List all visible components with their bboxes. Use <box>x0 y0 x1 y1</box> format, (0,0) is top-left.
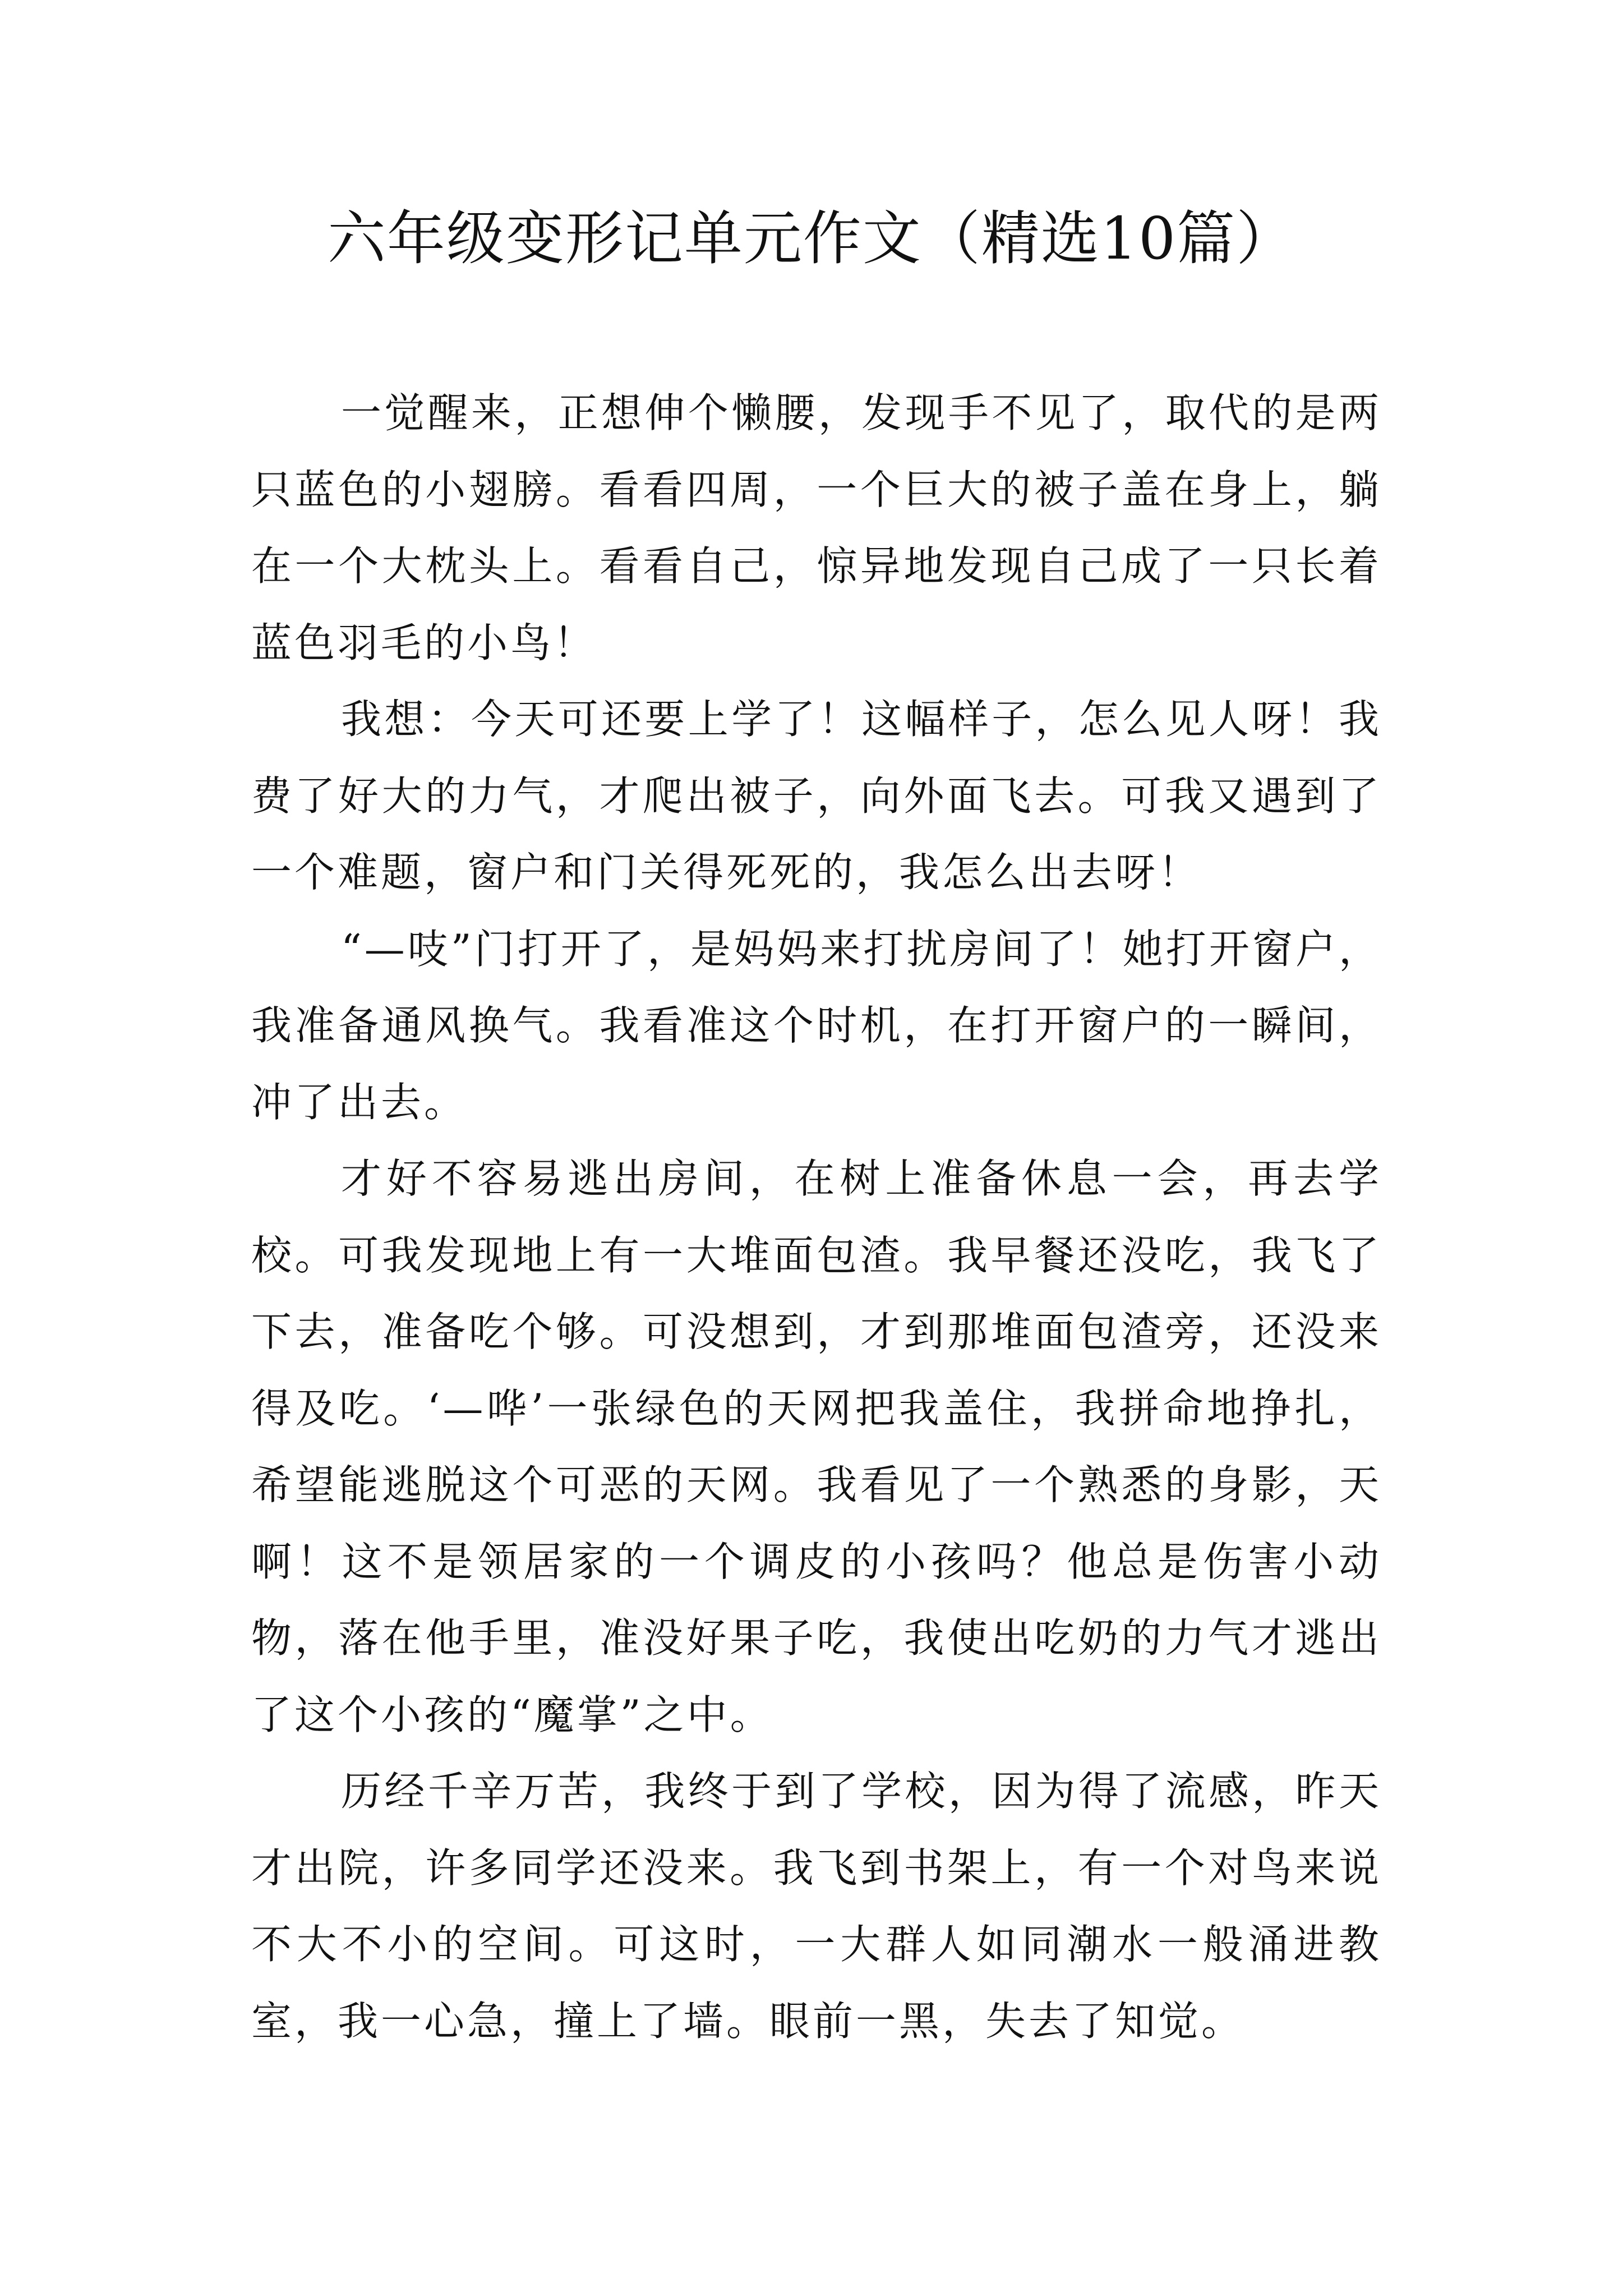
paragraph-5: 历经千辛万苦，我终于到了学校，因为得了流感，昨天才出院，许多同学还没来。我飞到书架上，有一个对鸟来说不大不小的空间。可这时，一大群人如同潮水一般涌进教室，我一心急，撞上了墙。眼前一黑，失去了知觉。 <box>251 1768 1382 2045</box>
paragraph-2: 我想：今天可还要上学了！这幅样子，怎么见人呀！我费了好大的力气，才爬出被子，向外面飞去。可我又遇到了一个难题，窗户和门关得死死的，我怎么出去呀！ <box>251 696 1382 896</box>
paragraph-1: 一觉醒来，正想伸个懒腰，发现手不见了，取代的是两只蓝色的小翅膀。看看四周，一个巨大的被子盖在身上，躺在一个大枕头上。看看自己，惊异地发现自己成了一只长着蓝色羽毛的小鸟！ <box>251 389 1382 666</box>
document-title: 六年级变形记单元作文（精选10篇） <box>327 204 1296 273</box>
document-body <box>251 375 1382 2059</box>
paragraph-4: 才好不容易逃出房间，在树上准备休息一会，再去学校。可我发现地上有一大堆面包渣。我早餐还没吃，我飞了下去，准备吃个够。可没想到，才到那堆面包渣旁，还没来得及吃。‘—哗’一张绿色的天网把我盖住，我拼命地挣扎，希望能逃脱这个可恶的天网。我看见了一个熟悉的身影，天啊！这不是领居家的一个调皮的小孩吗？他总是伤害小动物，落在他手里，准没好果子吃，我使出吃奶的力气才逃出了这个小孩的“魔掌”之中。 <box>251 1155 1382 1738</box>
paragraph-3: “—吱”门打开了，是妈妈来打扰房间了！她打开窗户，我准备通风换气。我看准这个时机，在打开窗户的一瞬间，冲了出去。 <box>251 925 1382 1126</box>
